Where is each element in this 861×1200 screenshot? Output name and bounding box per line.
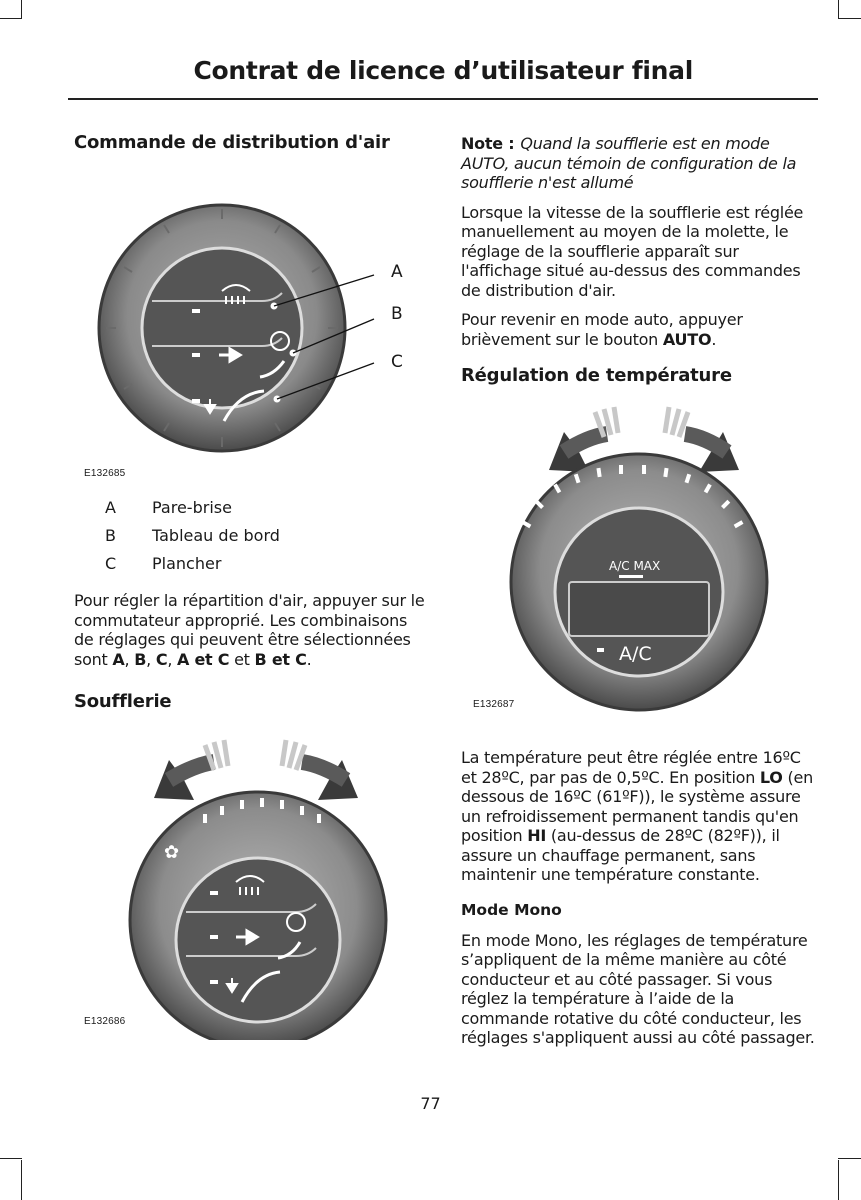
crop-mark	[838, 1160, 839, 1200]
list-item: A Pare-brise	[105, 498, 232, 517]
manual-blower-paragraph: Lorsque la vitesse de la soufflerie est réglée manuellement au moyen de la molette, le réglage de la soufflerie apparaît sur l'affichage situé au-dessus des commandes de distribution d'air.	[461, 202, 804, 300]
crop-mark	[0, 1158, 22, 1159]
list-item: C Plancher	[105, 554, 222, 573]
note-paragraph	[461, 134, 817, 193]
temperature-paragraph: La température peut être réglée entre 16ºC et 28ºC, par pas de 0,5ºC. En position LO (en dessous de 16ºC (61ºF)), le système assure un refroidissement permanent tandis qu'en position HI (au-dessus de 28ºC (82ºF)), il assure un chauffage permanent, sans maintenir une température constante.	[461, 748, 813, 884]
crop-mark	[21, 0, 22, 18]
figure-code: E132686	[84, 1016, 126, 1027]
air-distribution-dial-illustration	[74, 153, 430, 483]
callout-b: B	[391, 304, 403, 324]
list-item: B Tableau de bord	[105, 526, 280, 545]
section-heading-mono-mode: Mode Mono	[461, 900, 562, 919]
note-label: Note :	[461, 134, 515, 153]
section-heading-air-distribution: Commande de distribution d'air	[74, 132, 390, 153]
page-number: 77	[420, 1094, 441, 1113]
crop-mark	[0, 18, 22, 19]
note-text: Quand la soufflerie est en mode AUTO, aucun témoin de configuration de la soufflerie n'est allumé	[461, 134, 797, 192]
ac-label: A/C	[619, 643, 652, 665]
section-heading-temperature: Régulation de température	[461, 365, 732, 386]
mono-mode-paragraph: En mode Mono, les réglages de température s’appliquent de la même manière au côté conducteur et au côté passager. Si vous réglez la température à l’aide de la commande rotative du côté conducteur, les réglages s'appliquent aussi au côté passager.	[461, 930, 815, 1047]
crop-mark	[838, 0, 839, 18]
ac-max-label: A/C MAX	[609, 559, 661, 573]
figure-code: E132685	[84, 468, 126, 479]
crop-mark	[838, 18, 861, 19]
blower-dial-illustration	[74, 720, 430, 1040]
left-column	[74, 130, 430, 1040]
figure-temperature	[461, 392, 817, 722]
air-distribution-paragraph: Pour régler la répartition d'air, appuyer sur le commutateur approprié. Les combinaisons de réglages qui peuvent être sélectionnées sont A, B, C, A et C et B et C.	[74, 591, 425, 669]
callout-a: A	[391, 262, 403, 282]
temperature-dial-illustration	[461, 392, 817, 722]
crop-mark	[838, 1158, 861, 1159]
page-title: Contrat de licence d’utilisateur final	[193, 56, 693, 85]
crop-mark	[21, 1160, 22, 1200]
auto-mode-paragraph: Pour revenir en mode auto, appuyer brièvement sur le bouton AUTO.	[461, 310, 743, 349]
section-heading-blower: Soufflerie	[74, 691, 172, 712]
legend-list	[74, 498, 430, 573]
svg-text:✿: ✿	[164, 842, 180, 863]
figure-blower	[74, 720, 430, 1040]
title-divider	[68, 98, 818, 100]
callout-c: C	[391, 352, 403, 372]
figure-code: E132687	[473, 699, 515, 710]
figure-air-distribution	[74, 153, 430, 483]
right-column	[461, 130, 817, 1048]
